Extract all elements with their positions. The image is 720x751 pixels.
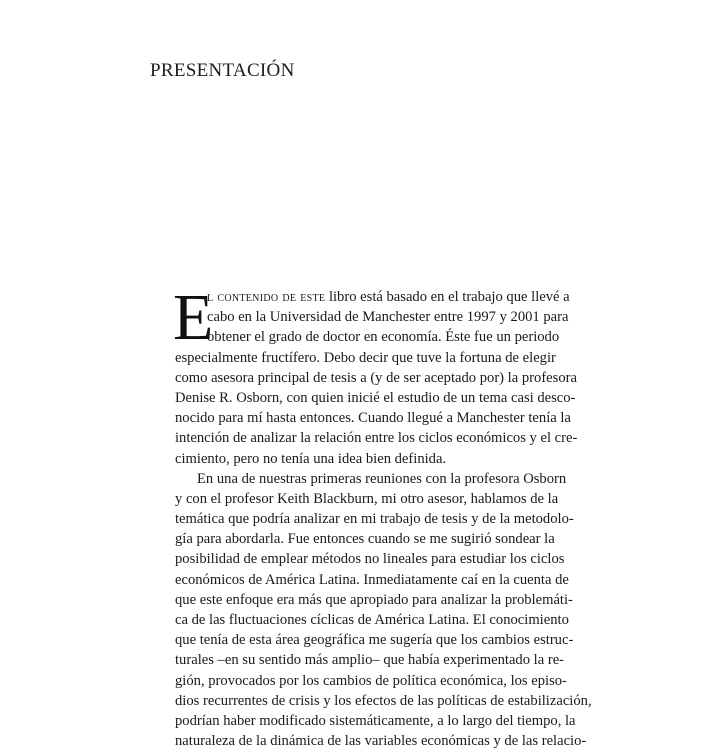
text-line: naturaleza de la dinámica de las variables económicas y de las relacio-	[175, 733, 587, 750]
text-line: especialmente fructífero. Debo decir que tuve la fortuna de elegir	[175, 349, 556, 366]
text-line: que tenía de esta área geográfica me sugería que los cambios estruc-	[175, 632, 574, 649]
text-line: gía para abordarla. Fue entonces cuando se me sugirió sondear la	[175, 531, 555, 548]
body-text	[173, 281, 592, 751]
text-line: económicos de América Latina. Inmediatamente caí en la cuenta de	[175, 571, 569, 588]
text-line: dios recurrentes de crisis y los efectos de las políticas de estabilización,	[175, 692, 592, 709]
text-line: como asesora principal de tesis a (y de ser aceptado por) la profesora	[175, 369, 577, 386]
text-line: podrían haber modificado sistemáticamente, a lo largo del tiempo, la	[175, 712, 576, 729]
text-line	[175, 287, 570, 307]
text-line-content: libro está basado en el trabajo que llevé a	[325, 289, 570, 305]
text-line: intención de analizar la relación entre los ciclos económicos y el cre-	[175, 430, 578, 447]
text-line: que este enfoque era más que apropiado para analizar la problemáti-	[175, 591, 573, 608]
text-line: ca de las fluctuaciones cíclicas de América Latina. El conocimiento	[175, 612, 569, 628]
text-line: gión, provocados por los cambios de política económica, los episo-	[175, 672, 567, 689]
text-line: posibilidad de emplear métodos no lineales para estudiar los ciclos	[175, 551, 565, 568]
text-line: cabo en la Universidad de Manchester entre 1997 y 2001 para	[207, 309, 569, 326]
text-line: En una de nuestras primeras reuniones con la profesora Osborn	[197, 470, 567, 487]
text-line: y con el profesor Keith Blackburn, mi otro asesor, hablamos de la	[175, 490, 559, 507]
opening-smallcaps: l contenido de este	[207, 289, 326, 305]
text-line: turales –en su sentido más amplio– que había experimentado la re-	[175, 652, 565, 669]
drop-cap: E	[173, 281, 214, 354]
text-line: obtener el grado de doctor en economía. Éste fue un periodo	[207, 329, 560, 346]
chapter-title: PRESENTACIÓN	[150, 60, 295, 81]
text-line: cimiento, pero no tenía una idea bien definida.	[175, 450, 447, 467]
text-line: temática que podría analizar en mi trabajo de tesis y de la metodolo-	[175, 511, 574, 528]
text-line: Denise R. Osborn, con quien inicié el estudio de un tema casi desco-	[175, 389, 576, 406]
text-line: nocido para mí hasta entonces. Cuando llegué a Manchester tenía la	[175, 410, 571, 427]
